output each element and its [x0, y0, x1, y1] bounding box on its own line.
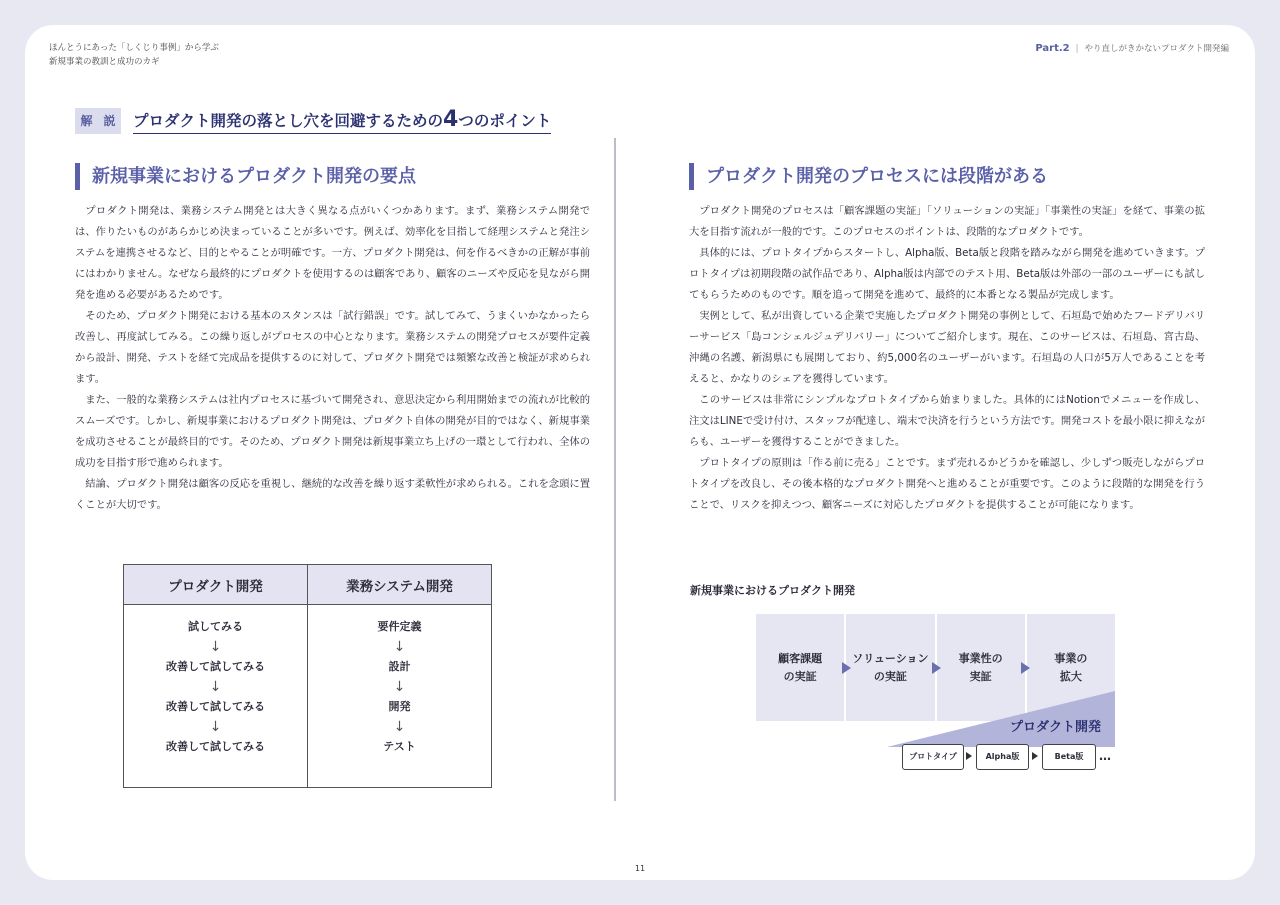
header-system-dev: 業務システム開発	[308, 565, 492, 605]
stage-line: 顧客課題	[778, 651, 823, 665]
header-product-dev: プロダクト開発	[124, 565, 308, 605]
right-paragraph: このサービスは非常にシンプルなプロトタイプから始まりました。具体的にはNotionでメニューを作成し、注文はLINEで受け付け、スタッフが配達し、端末で決済を行うという方法です。開発コストを最小限に抑えながらも、ユーザーを獲得することができました。	[689, 394, 1205, 448]
down-arrow-icon: ↓	[209, 719, 222, 735]
left-paragraph: 結論、プロダクト開発は顧客の反応を重視し、継続的な改善を繰り返す柔軟性が求められる。これを念頭に置くことが大切です。	[75, 478, 590, 511]
version-beta: Beta版	[1042, 744, 1096, 770]
stage-arrow-icon	[842, 662, 851, 674]
left-section-title: 新規事業におけるプロダクト開発の要点	[75, 163, 416, 190]
down-arrow-icon: ↓	[393, 679, 406, 695]
left-paragraph: プロダクト開発は、業務システム開発とは大きく異なる点がいくつかあります。まず、業務システム開発では、作りたいものがあらかじめ決まっていることが多いです。例えば、効率化を目指して経理システムと発注システムを連携させるなど、目的とやることが明確です。一方、プロダクト開発は、何を作るべきかの正解が事前にはわかりません。なぜなら最終的にプロダクトを使用するのは顧客であり、顧客のニーズや反応を見ながら開発を進める必要があるためです。	[75, 205, 590, 301]
part-number: Part.2	[1035, 43, 1070, 54]
stage-arrow-icon	[1021, 662, 1030, 674]
system-step: 要件定義	[377, 620, 422, 633]
product-step: 試してみる	[188, 620, 243, 633]
system-step: 設計	[388, 660, 411, 673]
version-prototype: プロトタイプ	[902, 744, 964, 770]
down-arrow-icon: ↓	[209, 639, 222, 655]
left-paragraph: また、一般的な業務システムは社内プロセスに基づいて開発され、意思決定から利用開始までの流れが比較的スムーズです。しかし、新規事業におけるプロダクト開発は、プロダクト自体の開発が目的ではなく、新規事業を成功させることが最終目的です。そのため、プロダクト開発は新規事業立ち上げの一環として行われ、全体の成功を目指す形で進められます。	[75, 394, 590, 469]
page-title	[133, 107, 551, 134]
title-number: 4	[443, 107, 459, 132]
title-suffix: つのポイント	[458, 112, 552, 130]
badge-char-2: 説	[103, 113, 116, 128]
stage-solution	[846, 614, 934, 721]
right-paragraph: 実例として、私が出資している企業で実施したプロダクト開発の事例として、石垣島で始めたフードデリバリーサービス「島コンシェルジュデリバリー」についてご紹介します。現在、このサービスは、石垣島、宮古島、沖縄の名護、新潟県にも展開しており、約5,000名のユーザーがいます。石垣島の人口が5万人であることを考えると、かなりのシェアを獲得しています。	[689, 310, 1205, 385]
explanation-badge	[75, 108, 121, 134]
part-label	[1035, 42, 1229, 54]
book-title-line-2: 新規事業の教訓と成功のカギ	[49, 57, 160, 67]
right-paragraph: プロトタイプの原則は「作る前に売る」ことです。まず売れるかどうかを確認し、少しずつ販売しながらプロトタイプを改良し、その後本格的なプロダクト開発へと進めることが重要です。このように段階的な開発を行うことで、リスクを抑えつつ、顧客ニーズに対応したプロダクトを提供することが可能になります。	[689, 457, 1205, 511]
version-arrow-icon	[966, 752, 972, 760]
system-steps-cell	[308, 605, 492, 788]
figure-title: 新規事業におけるプロダクト開発	[690, 584, 855, 597]
left-paragraph: そのため、プロダクト開発における基本のスタンスは「試行錯誤」です。試してみて、うまくいかなかったら改善し、再度試してみる。この繰り返しがプロセスの中心となります。業務システムの開発プロセスが要件定義から設計、開発、テストを経て完成品を提供するのに対して、プロダクト開発では頻繁な改善と検証が求められます。	[75, 310, 590, 385]
stage-business-viability	[937, 614, 1025, 721]
down-arrow-icon: ↓	[393, 719, 406, 735]
stage-line: の実証	[873, 669, 907, 683]
stage-line: 実証	[969, 669, 992, 683]
column-divider	[614, 138, 616, 801]
book-title	[49, 41, 219, 69]
title-prefix: プロダクト開発の落とし穴を回避するための	[133, 112, 444, 130]
product-step: 改善して試してみる	[166, 740, 265, 753]
part-separator: |	[1075, 44, 1079, 54]
version-arrow-icon	[1032, 752, 1038, 760]
right-section-title: プロダクト開発のプロセスには段階がある	[689, 163, 1048, 190]
right-paragraph: 具体的には、プロトタイプからスタートし、Alpha版、Beta版と段階を踏みながら開発を進めていきます。プロトタイプは初期段階の試作品であり、Alpha版は内部でのテスト用、Beta版は外部の一部のユーザーにも試してもらうためのものです。順を追って開発を進めて、最終的に本番となる製品が完成します。	[689, 247, 1205, 301]
comparison-table	[123, 564, 492, 788]
down-arrow-icon: ↓	[393, 639, 406, 655]
stage-line: 事業性の	[958, 651, 1003, 665]
right-body	[689, 201, 1205, 516]
stage-line: の実証	[783, 669, 817, 683]
product-step: 改善して試してみる	[166, 660, 265, 673]
stage-line: 拡大	[1059, 669, 1082, 683]
table-header-row	[124, 565, 492, 605]
wedge-label: プロダクト開発	[1010, 720, 1102, 735]
section-heading	[75, 107, 551, 134]
down-arrow-icon: ↓	[209, 679, 222, 695]
ellipsis: …	[1099, 749, 1112, 763]
left-body	[75, 201, 590, 516]
stage-customer-problem	[756, 614, 844, 721]
right-paragraph: プロダクト開発のプロセスは「顧客課題の実証」「ソリューションの実証」「事業性の実証」を経て、事業の拡大を目指す流れが一般的です。このプロセスのポイントは、段階的なプロダクトです。	[689, 205, 1205, 238]
system-step: テスト	[383, 740, 416, 753]
table-row	[124, 605, 492, 788]
book-title-line-1: ほんとうにあった「しくじり事例」から学ぶ	[49, 43, 219, 53]
stage-arrow-icon	[932, 662, 941, 674]
page-number: 11	[634, 864, 646, 873]
badge-char-1: 解	[80, 113, 93, 128]
stage-line: ソリューション	[852, 651, 929, 665]
system-step: 開発	[388, 700, 411, 713]
part-title: やり直しがきかないプロダクト開発編	[1084, 44, 1229, 54]
version-alpha: Alpha版	[976, 744, 1029, 770]
stage-line: 事業の	[1054, 651, 1088, 665]
product-step: 改善して試してみる	[166, 700, 265, 713]
product-steps-cell	[124, 605, 308, 788]
